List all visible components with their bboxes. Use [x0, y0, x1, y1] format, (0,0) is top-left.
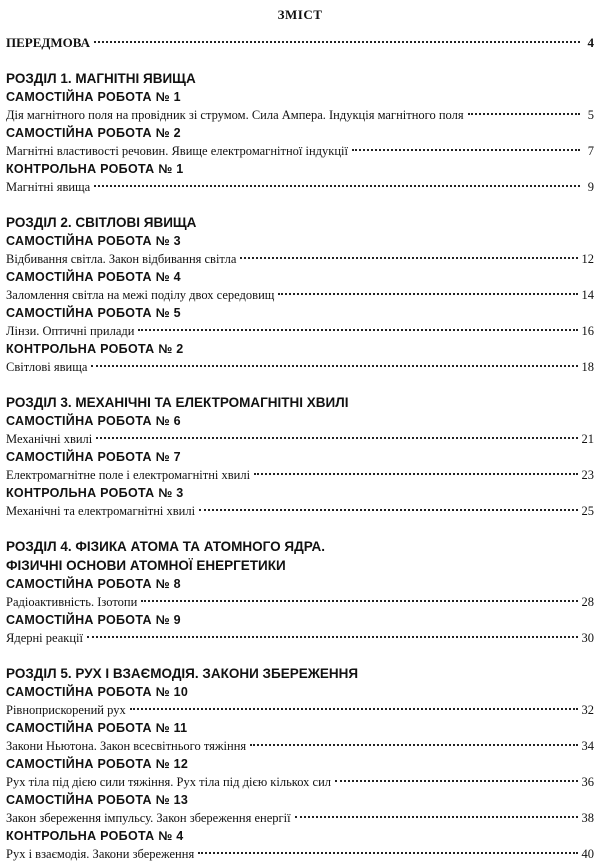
toc-entry-page: 30 [581, 631, 594, 645]
work-heading: САМОСТІЙНА РОБОТА № 2 [6, 126, 181, 140]
toc-entry[interactable] [6, 466, 594, 484]
section-title: РОЗДІЛ 5. РУХ І ВЗАЄМОДІЯ. ЗАКОНИ ЗБЕРЕЖЕННЯ [6, 666, 359, 681]
work-heading: КОНТРОЛЬНА РОБОТА № 3 [6, 486, 184, 500]
work-heading: САМОСТІЙНА РОБОТА № 5 [6, 306, 181, 320]
work-heading: КОНТРОЛЬНА РОБОТА № 4 [6, 829, 184, 843]
work-heading: САМОСТІЙНА РОБОТА № 10 [6, 685, 189, 699]
work-heading: САМОСТІЙНА РОБОТА № 13 [6, 793, 189, 807]
toc-entry[interactable] [6, 737, 594, 755]
section-title: ФІЗИЧНІ ОСНОВИ АТОМНОЇ ЕНЕРГЕТИКИ [6, 558, 286, 573]
toc-entry-page: 32 [581, 703, 594, 717]
dot-leader [138, 329, 577, 331]
toc-entry[interactable] [6, 178, 594, 196]
toc-entry-text: Механічні хвилі [6, 432, 93, 446]
toc-entry-page: 4 [587, 35, 594, 50]
toc-entry-page: 28 [581, 595, 594, 609]
dot-leader [254, 473, 577, 475]
toc-entry-text: Ядерні реакції [6, 631, 83, 645]
dot-leader [87, 636, 578, 638]
toc-entry-text: Заломлення світла на межі поділу двох середовищ [6, 288, 275, 302]
work-heading: КОНТРОЛЬНА РОБОТА № 1 [6, 162, 184, 176]
dot-leader [199, 509, 577, 511]
toc-entry-page: 9 [587, 180, 594, 194]
toc-entry[interactable] [6, 358, 594, 376]
toc-entry-text: Відбивання світла. Закон відбивання світла [6, 252, 237, 266]
work-heading: САМОСТІЙНА РОБОТА № 11 [6, 721, 188, 735]
toc-entry-text: Рух тіла під дією сили тяжіння. Рух тіла під дією кількох сил [6, 775, 331, 789]
toc-entry[interactable] [6, 322, 594, 340]
dot-leader [240, 257, 577, 259]
toc-entry-text: Закон збереження імпульсу. Закон збереження енергії [6, 811, 291, 825]
work-heading: САМОСТІЙНА РОБОТА № 8 [6, 577, 181, 591]
toc-entry-page: 7 [587, 144, 594, 158]
section-title: РОЗДІЛ 2. СВІТЛОВІ ЯВИЩА [6, 215, 197, 230]
dot-leader [94, 41, 580, 43]
toc-entry-page: 16 [581, 324, 594, 338]
dot-leader [335, 780, 578, 782]
section-title: РОЗДІЛ 1. МАГНІТНІ ЯВИЩА [6, 71, 196, 86]
toc-entry[interactable] [6, 845, 594, 863]
toc-entry-text: Магнітні властивості речовин. Явище електромагнітної індукції [6, 144, 348, 158]
toc-entry-page: 25 [581, 504, 594, 518]
toc-entry-page: 12 [581, 252, 594, 266]
work-heading: КОНТРОЛЬНА РОБОТА № 2 [6, 342, 184, 356]
toc-entry-page: 23 [581, 468, 594, 482]
toc-entry[interactable] [6, 701, 594, 719]
toc-entry-page: 36 [581, 775, 594, 789]
toc-entry-text: Рівноприскорений рух [6, 703, 126, 717]
page-title: ЗМІСТ [277, 7, 323, 22]
toc-entry-page: 40 [581, 847, 594, 861]
toc-entry[interactable] [6, 286, 594, 304]
dot-leader [96, 437, 577, 439]
toc-entry-text: Дія магнітного поля на провідник зі струмом. Сила Ампера. Індукція магнітного поля [6, 108, 464, 122]
section-title: РОЗДІЛ 4. ФІЗИКА АТОМА ТА АТОМНОГО ЯДРА. [6, 539, 326, 554]
section-gap [6, 52, 594, 69]
dot-leader [91, 365, 577, 367]
section-gap [6, 196, 594, 213]
dot-leader [198, 852, 577, 854]
toc-sections [6, 52, 594, 863]
work-heading: САМОСТІЙНА РОБОТА № 7 [6, 450, 181, 464]
toc-entry-page: 5 [587, 108, 594, 122]
toc-entry[interactable] [6, 809, 594, 827]
section-gap [6, 520, 594, 537]
toc-entry-text: Лінзи. Оптичні прилади [6, 324, 135, 338]
work-heading: САМОСТІЙНА РОБОТА № 12 [6, 757, 189, 771]
toc-entry[interactable] [6, 502, 594, 520]
work-heading: САМОСТІЙНА РОБОТА № 6 [6, 414, 181, 428]
toc-entry-text: Механічні та електромагнітні хвилі [6, 504, 196, 518]
dot-leader [468, 113, 580, 115]
dot-leader [130, 708, 578, 710]
toc-entry-text: Магнітні явища [6, 180, 91, 194]
dot-leader [352, 149, 580, 151]
dot-leader [141, 600, 577, 602]
toc-entry-page: 21 [581, 432, 594, 446]
toc-entry[interactable] [6, 430, 594, 448]
toc-entry[interactable] [6, 250, 594, 268]
toc-entry-text: ПЕРЕДМОВА [6, 35, 90, 50]
toc-entry[interactable] [6, 629, 594, 647]
section-gap [6, 647, 594, 664]
toc-entry-text: Радіоактивність. Ізотопи [6, 595, 138, 609]
toc-entry[interactable] [6, 106, 594, 124]
toc-entry-text: Закони Ньютона. Закон всесвітнього тяжіння [6, 739, 247, 753]
toc-entry[interactable] [6, 773, 594, 791]
dot-leader [295, 816, 578, 818]
toc-entry-page: 18 [581, 360, 594, 374]
work-heading: САМОСТІЙНА РОБОТА № 1 [6, 90, 181, 104]
dot-leader [94, 185, 580, 187]
toc-entry-text: Світлові явища [6, 360, 88, 374]
toc-entry-page: 34 [581, 739, 594, 753]
work-heading: САМОСТІЙНА РОБОТА № 4 [6, 270, 181, 284]
toc-entry-page: 14 [581, 288, 594, 302]
toc-entry-preface[interactable] [6, 34, 594, 52]
work-heading: САМОСТІЙНА РОБОТА № 3 [6, 234, 181, 248]
section-title: РОЗДІЛ 3. МЕХАНІЧНІ ТА ЕЛЕКТРОМАГНІТНІ ХВИЛІ [6, 395, 349, 410]
toc-entry-text: Рух і взаємодія. Закони збереження [6, 847, 195, 861]
section-gap [6, 376, 594, 393]
toc-entry[interactable] [6, 142, 594, 160]
dot-leader [278, 293, 577, 295]
work-heading: САМОСТІЙНА РОБОТА № 9 [6, 613, 181, 627]
dot-leader [250, 744, 577, 746]
toc-entry[interactable] [6, 593, 594, 611]
toc-entry-text: Електромагнітне поле і електромагнітні хвилі [6, 468, 251, 482]
toc-entry-page: 38 [581, 811, 594, 825]
